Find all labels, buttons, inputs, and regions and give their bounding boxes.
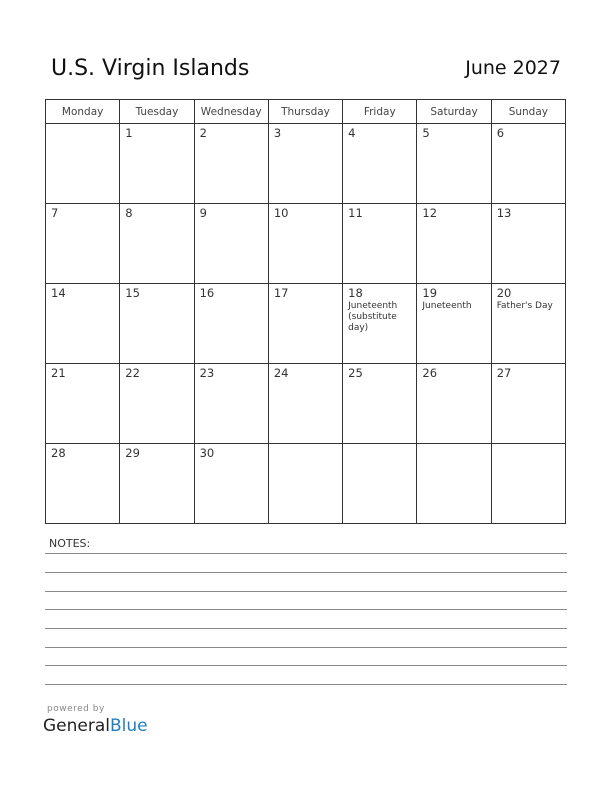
day-cell	[343, 124, 417, 204]
day-number: 3	[273, 126, 282, 140]
notes-line	[45, 647, 567, 648]
powered-by-text: powered by	[47, 704, 105, 714]
day-cell	[46, 444, 120, 524]
holiday-label: Juneteenth	[422, 301, 472, 311]
day-number: 18	[348, 286, 363, 300]
weekday-header: Saturday	[417, 100, 491, 124]
brand-name-general: General	[43, 716, 110, 736]
day-cell	[194, 204, 268, 284]
day-number: 17	[273, 286, 289, 300]
weekday-header: Tuesday	[120, 100, 194, 124]
calendar-title: U.S. Virgin Islands	[51, 56, 250, 81]
day-number: 24	[273, 366, 289, 380]
day-cell	[46, 284, 120, 364]
week-row	[46, 444, 566, 524]
day-cell	[268, 204, 342, 284]
day-cell	[417, 124, 491, 204]
weekday-header: Thursday	[268, 100, 342, 124]
notes-line	[45, 553, 567, 554]
day-cell	[268, 364, 342, 444]
notes-line	[45, 572, 567, 573]
day-cell	[194, 444, 268, 524]
day-cell	[268, 124, 342, 204]
day-number: 19	[422, 286, 438, 300]
day-cell	[120, 124, 194, 204]
day-cell	[491, 204, 565, 284]
day-cell	[268, 284, 342, 364]
day-number: 20	[496, 286, 512, 300]
day-number: 15	[125, 286, 140, 300]
day-cell	[343, 284, 417, 364]
week-row	[46, 204, 566, 284]
day-number: 9	[199, 206, 207, 220]
day-cell	[417, 444, 491, 524]
day-number: 29	[125, 446, 140, 460]
day-cell	[491, 284, 565, 364]
week-row	[46, 284, 566, 364]
day-number: 27	[496, 366, 512, 380]
day-number: 1	[125, 126, 133, 140]
day-number: 25	[348, 366, 363, 380]
day-number: 6	[496, 126, 505, 140]
notes-line	[45, 684, 567, 685]
day-cell	[46, 204, 120, 284]
day-cell	[491, 444, 565, 524]
day-cell	[194, 364, 268, 444]
day-cell	[194, 284, 268, 364]
day-number: 2	[199, 126, 207, 140]
day-cell	[46, 124, 120, 204]
day-cell	[120, 364, 194, 444]
day-number: 11	[348, 206, 363, 220]
day-number: 7	[51, 206, 59, 220]
weekday-header: Wednesday	[194, 100, 268, 124]
holiday-label: Father's Day	[496, 301, 553, 311]
weekday-header: Friday	[343, 100, 417, 124]
day-cell	[120, 204, 194, 284]
notes-line	[45, 609, 567, 610]
day-number: 16	[199, 286, 215, 300]
brand-name-blue: Blue	[110, 716, 148, 736]
day-cell	[417, 364, 491, 444]
day-cell	[343, 444, 417, 524]
day-number: 26	[422, 366, 438, 380]
day-number: 4	[348, 126, 356, 140]
week-row	[46, 124, 566, 204]
notes-label: NOTES:	[49, 537, 91, 550]
day-number: 23	[199, 366, 215, 380]
weekday-header-row	[46, 100, 566, 124]
day-number: 5	[422, 126, 430, 140]
day-number: 13	[496, 206, 512, 220]
day-cell	[268, 444, 342, 524]
day-cell	[417, 284, 491, 364]
day-cell	[491, 364, 565, 444]
day-cell	[343, 364, 417, 444]
day-number: 30	[199, 446, 215, 460]
day-number: 22	[125, 366, 140, 380]
weekday-header: Sunday	[491, 100, 565, 124]
day-number: 10	[273, 206, 289, 220]
notes-line	[45, 628, 567, 629]
calendar-grid	[45, 99, 566, 524]
week-row	[46, 364, 566, 444]
day-number: 8	[125, 206, 133, 220]
brand-logo	[43, 716, 148, 736]
day-cell	[120, 284, 194, 364]
weekday-header: Monday	[46, 100, 120, 124]
notes-line	[45, 591, 567, 592]
day-number: 28	[51, 446, 66, 460]
day-cell	[194, 124, 268, 204]
holiday-label: Juneteenth (substitute day)	[348, 301, 398, 333]
notes-line	[45, 665, 567, 666]
day-cell	[417, 204, 491, 284]
day-cell	[343, 204, 417, 284]
day-number: 12	[422, 206, 438, 220]
day-number: 21	[51, 366, 66, 380]
day-cell	[491, 124, 565, 204]
day-cell	[120, 444, 194, 524]
day-cell	[46, 364, 120, 444]
day-number: 14	[51, 286, 66, 300]
calendar-month: June 2027	[465, 57, 561, 79]
